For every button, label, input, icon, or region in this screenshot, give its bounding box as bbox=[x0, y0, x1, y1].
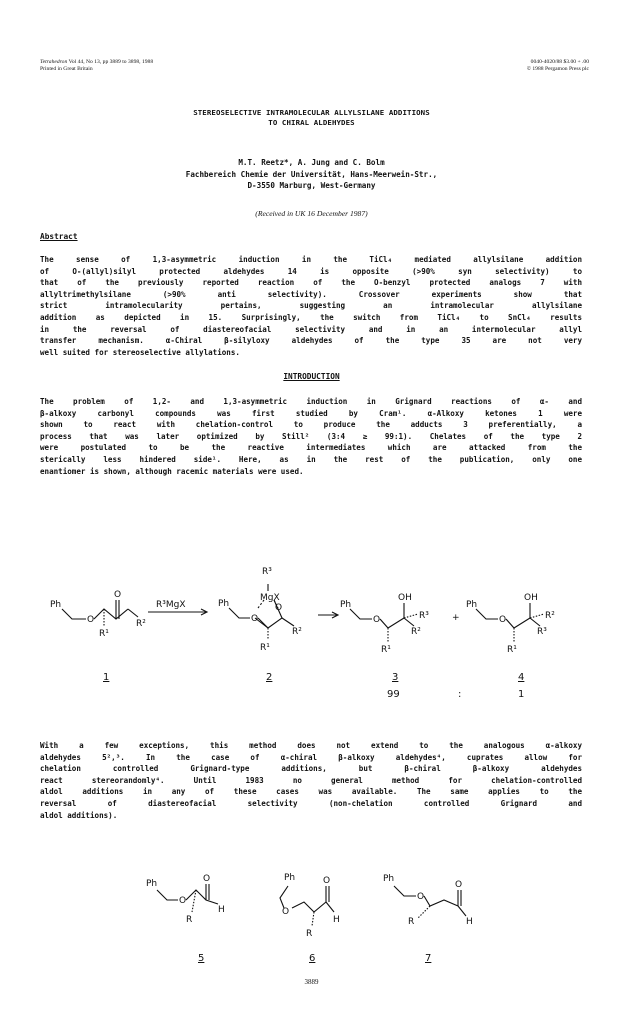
r1-label: R¹ bbox=[99, 629, 109, 639]
journal-name: Tetrahedron bbox=[40, 59, 68, 65]
journal-citation bbox=[40, 59, 153, 66]
scheme-aldehydes bbox=[0, 860, 623, 972]
received-date: (Received in UK 16 December 1987) bbox=[255, 209, 368, 218]
ph-label: Ph bbox=[466, 600, 478, 610]
o-label: O bbox=[323, 876, 331, 886]
intro-line: The problem of 1,2- and 1,3-asymmetric induction in Grignard reactions of α- and bbox=[40, 397, 582, 406]
o-label: O bbox=[417, 892, 425, 902]
introduction-heading: INTRODUCTION bbox=[283, 372, 340, 381]
intro-line: shown to react with chelation-control to produce the adducts 3 preferentially, a bbox=[40, 420, 582, 430]
para-line: aldol additions). bbox=[40, 810, 118, 820]
o-label: O bbox=[251, 614, 259, 624]
para-line: reversal of diastereofacial selectivity (non-chelation controlled Grignard and bbox=[40, 798, 582, 808]
r2-label: R² bbox=[411, 627, 421, 637]
mgx-label: MgX bbox=[260, 593, 280, 603]
r1-label: R¹ bbox=[381, 645, 391, 655]
intro-line: β-alkoxy carbonyl compounds was first studied by Cram¹. α-Alkoxy ketones 1 were bbox=[40, 408, 582, 418]
affiliation-line: D-3550 Marburg, West-Germany bbox=[247, 180, 376, 190]
page-number: 3889 bbox=[304, 978, 319, 986]
compound-number-5: 5 bbox=[198, 953, 205, 964]
r1-label: R¹ bbox=[260, 643, 270, 653]
r-label: R bbox=[186, 915, 193, 925]
o-label: O bbox=[87, 615, 95, 625]
o-label: O bbox=[499, 615, 507, 625]
r-label: R bbox=[306, 929, 313, 939]
compound-number-2: 2 bbox=[266, 672, 273, 683]
copyright: © 1988 Pergamon Press plc bbox=[526, 66, 589, 72]
price-code: 0040-4020/88 $3.00 + .00 bbox=[530, 59, 589, 65]
authors: M.T. Reetz*, A. Jung and C. Bolm bbox=[238, 158, 385, 167]
r3-label: R³ bbox=[537, 627, 547, 637]
abstract-line: well suited for stereoselective allylations. bbox=[40, 347, 240, 357]
intro-line: were postulated to be the reactive intermediates which are attacked from the bbox=[40, 443, 582, 453]
journal-volume: Vol 44, No 13, pp 3889 to 3898, 1988 bbox=[68, 59, 154, 65]
abstract-line: allyltrimethylsilane (>90% anti selectivity). Crossover experiments show that bbox=[40, 289, 582, 299]
intro-line: sterically less hindered side¹. Here, as in the rest of the publication, only one bbox=[40, 454, 582, 464]
para-line: react stereorandomly⁴. Until 1983 no general method for chelation-controlled bbox=[40, 775, 582, 785]
r3-label: R³ bbox=[419, 611, 429, 621]
intro-line: process that was later optimized by Still² (3:4 ≥ 99:1). Chelates of the type 2 bbox=[40, 431, 582, 441]
abstract-line: addition as depicted in 15. Surprisingly, the switch from TiCl₄ to SnCl₄ results bbox=[40, 312, 582, 322]
title-line: STEREOSELECTIVE INTRAMOLECULAR ALLYLSILANE ADDITIONS bbox=[193, 108, 430, 117]
abstract-heading: Abstract bbox=[40, 232, 78, 241]
compound-number-6: 6 bbox=[309, 953, 316, 964]
abstract-line: of O-(allyl)silyl protected aldehydes 14 is opposite (>90% syn selectivity) to bbox=[40, 266, 582, 276]
oh-label: OH bbox=[398, 593, 412, 603]
scheme-grignard bbox=[0, 560, 623, 700]
para-line: aldehydes 5²,³. In the case of α-chiral β-alkoxy aldehydes⁴, cuprates allow for bbox=[40, 752, 582, 762]
paragraph-body bbox=[40, 740, 582, 821]
oh-label: OH bbox=[524, 593, 538, 603]
r-label: R bbox=[408, 917, 415, 927]
abstract-line: transfer mechanism. α-Chiral β-silyloxy aldehydes of the type 35 are not very bbox=[40, 336, 582, 346]
o-label: O bbox=[203, 874, 211, 884]
ratio-separator: : bbox=[458, 689, 462, 700]
r2-label: R² bbox=[292, 627, 302, 637]
compound-number-7: 7 bbox=[425, 953, 432, 964]
reagent-label: R³MgX bbox=[156, 600, 186, 610]
compound-number-3: 3 bbox=[392, 672, 399, 683]
o-label: O bbox=[282, 907, 290, 917]
abstract-line: in the reversal of diastereofacial selectivity and in an intermolecular allyl bbox=[40, 324, 582, 334]
r3-label: R³ bbox=[262, 567, 272, 577]
ratio-major: 99 bbox=[387, 689, 400, 700]
r2-label: R² bbox=[545, 611, 555, 621]
r1-label: R¹ bbox=[507, 645, 517, 655]
title-line: TO CHIRAL ALDEHYDES bbox=[268, 118, 355, 127]
ph-label: Ph bbox=[383, 874, 395, 884]
intro-line: enantiomer is shown, although racemic materials were used. bbox=[40, 466, 304, 476]
ph-label: Ph bbox=[340, 600, 352, 610]
o-label: O bbox=[114, 590, 122, 600]
h-label: H bbox=[466, 917, 473, 927]
article-title bbox=[0, 108, 623, 128]
printed-in: Printed in Great Britain bbox=[40, 66, 93, 72]
o-label: O bbox=[275, 603, 283, 613]
plus-sign: + bbox=[452, 613, 460, 623]
compound-number-1: 1 bbox=[103, 672, 110, 683]
abstract-body bbox=[40, 254, 582, 358]
ph-label: Ph bbox=[218, 599, 230, 609]
para-line: With a few exceptions, this method does not extend to the analogous α-alkoxy bbox=[40, 741, 582, 750]
ph-label: Ph bbox=[50, 600, 62, 610]
ph-label: Ph bbox=[284, 873, 296, 883]
abstract-line: The sense of 1,3-asymmetric induction in the TiCl₄ mediated allylsilane addition bbox=[40, 255, 582, 264]
h-label: H bbox=[218, 905, 225, 915]
introduction-body bbox=[40, 396, 582, 477]
ratio-minor: 1 bbox=[518, 689, 525, 700]
o-label: O bbox=[373, 615, 381, 625]
abstract-line: strict intramolecularity pertains, suggesting an intramolecular allylsilane bbox=[40, 301, 582, 311]
h-label: H bbox=[333, 915, 340, 925]
affiliation-line: Fachbereich Chemie der Universität, Hans-Meerwein-Str., bbox=[185, 170, 438, 179]
o-label: O bbox=[179, 896, 187, 906]
ph-label: Ph bbox=[146, 879, 158, 889]
o-label: O bbox=[455, 880, 463, 890]
r2-label: R² bbox=[136, 619, 146, 629]
affiliation bbox=[0, 170, 623, 191]
para-line: aldol additions in any of these cases was available. The same applies to the bbox=[40, 787, 582, 797]
para-line: chelation controlled Grignard-type additions, but β-chiral β-alkoxy aldehydes bbox=[40, 764, 582, 774]
compound-number-4: 4 bbox=[518, 672, 525, 683]
abstract-line: that of the previously reported reaction of the O-benzyl protected analogs 7 with bbox=[40, 278, 582, 288]
